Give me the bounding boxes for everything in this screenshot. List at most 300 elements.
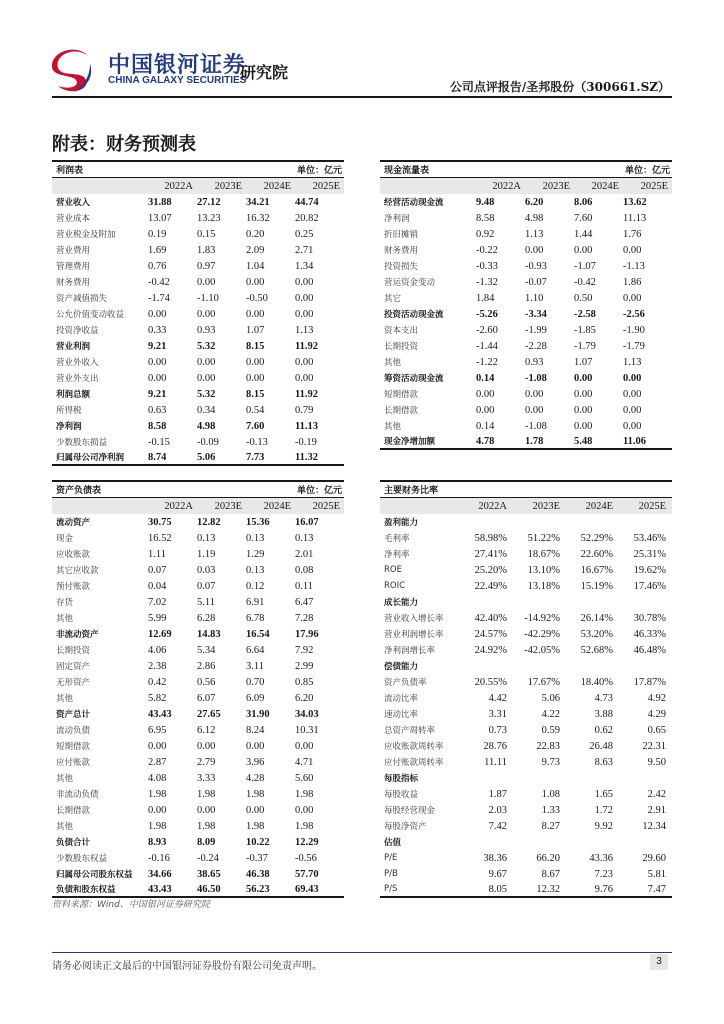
cell-value: -0.33: [476, 260, 498, 272]
cell-value: 0.65: [647, 724, 666, 736]
cell-value: -0.42: [574, 276, 596, 288]
row-label: 少数股东权益: [56, 854, 108, 864]
cell-value: 31.88: [148, 196, 172, 208]
year-label: 2023E: [214, 500, 242, 512]
cell-value: 11.13: [295, 420, 319, 432]
cell-value: 25.20%: [474, 564, 507, 576]
row-label: 流动资产: [56, 518, 91, 528]
cell-value: 52.29%: [580, 532, 613, 544]
table-row: [380, 226, 672, 242]
table-row: [52, 434, 344, 450]
row-label: 营业利润: [56, 342, 91, 352]
cell-value: 16.52: [148, 532, 172, 544]
cell-value: 0.00: [525, 244, 544, 256]
cell-value: 0.50: [574, 292, 593, 304]
cell-value: 0.00: [197, 740, 216, 752]
cell-value: 0.00: [525, 388, 544, 400]
cell-value: 2.03: [488, 804, 507, 816]
cell-value: 0.00: [574, 244, 593, 256]
cell-value: 0.00: [197, 804, 216, 816]
cell-value: 4.22: [541, 708, 560, 720]
cell-value: 18.67%: [527, 548, 560, 560]
cell-value: 9.92: [594, 820, 613, 832]
table-row: [52, 194, 344, 210]
table-row: [380, 290, 672, 306]
year-header-row: [52, 498, 344, 514]
cell-value: 12.69: [148, 628, 172, 640]
cell-value: 8.09: [197, 836, 216, 848]
cell-value: 2.86: [197, 660, 216, 672]
row-label: 其它应收款: [56, 566, 99, 576]
cell-value: 0.13: [197, 532, 216, 544]
footer-divider: [52, 952, 672, 953]
cell-value: 53.20%: [580, 628, 613, 640]
cell-value: 2.42: [647, 788, 666, 800]
table-row: [380, 594, 672, 610]
cell-value: 7.23: [594, 868, 613, 880]
cell-value: -1.85: [574, 324, 596, 336]
cell-value: 6.28: [197, 612, 216, 624]
cashflow-statement-table: [380, 160, 672, 450]
cell-value: 0.00: [295, 804, 314, 816]
cell-value: 4.28: [246, 772, 265, 784]
income-table-header: [52, 162, 344, 178]
row-label: 流动比率: [384, 694, 419, 704]
table-row: [52, 306, 344, 322]
cell-value: 0.25: [295, 228, 314, 240]
cell-value: 20.82: [295, 212, 319, 224]
table-row: [52, 274, 344, 290]
cell-value: 4.42: [488, 692, 507, 704]
cell-value: 1.72: [594, 804, 613, 816]
row-label: 总资产周转率: [384, 726, 436, 736]
cell-value: 4.06: [148, 644, 167, 656]
cell-value: 12.29: [295, 836, 319, 848]
cell-value: 5.60: [295, 772, 314, 784]
cell-value: 0.00: [525, 404, 544, 416]
table-row: [380, 258, 672, 274]
cell-value: 0.07: [148, 564, 167, 576]
cell-value: 7.47: [647, 883, 666, 895]
page-number: 3: [650, 954, 668, 970]
report-tag: 公司点评报告/圣邦股份（300661.SZ）: [449, 80, 670, 94]
cell-value: 18.40%: [580, 676, 613, 688]
row-label: 每股收益: [384, 790, 419, 800]
table-row: [380, 530, 672, 546]
cell-value: 27.41%: [474, 548, 507, 560]
cell-value: 0.03: [197, 564, 216, 576]
cell-value: 13.18%: [527, 580, 560, 592]
cell-value: 1.13: [295, 324, 314, 336]
cell-value: -1.10: [197, 292, 219, 304]
row-label: 其他: [56, 694, 74, 704]
cell-value: 58.98%: [474, 532, 507, 544]
table-row: [380, 786, 672, 802]
row-label: P/E: [384, 853, 398, 863]
row-label: 盈利能力: [384, 518, 419, 528]
cell-value: 1.07: [246, 324, 265, 336]
cell-value: 53.46%: [633, 532, 666, 544]
cell-value: -1.79: [623, 340, 645, 352]
cell-value: 9.21: [148, 340, 167, 352]
cell-value: 0.85: [295, 676, 314, 688]
row-label: 应付账款周转率: [384, 758, 444, 768]
cell-value: 12.82: [197, 516, 221, 528]
cell-value: 1.07: [574, 356, 593, 368]
cell-value: 0.00: [246, 804, 265, 816]
disclaimer: 请务必阅读正文最后的中国银河证券股份有限公司免责声明。: [52, 961, 322, 972]
cell-value: 11.32: [295, 451, 319, 463]
cell-value: 8.58: [476, 212, 495, 224]
cell-value: -0.19: [295, 436, 317, 448]
cell-value: 0.00: [623, 404, 642, 416]
cell-value: 0.07: [197, 580, 216, 592]
cell-value: -0.56: [295, 852, 317, 864]
cell-value: 56.23: [246, 883, 270, 895]
table-row: [380, 386, 672, 402]
cell-value: -1.99: [525, 324, 547, 336]
cell-value: 1.10: [525, 292, 544, 304]
cell-value: 8.24: [246, 724, 265, 736]
cell-value: 1.98: [197, 820, 216, 832]
row-label: 其他: [56, 822, 74, 832]
cell-value: 8.93: [148, 836, 167, 848]
cell-value: 7.92: [295, 644, 314, 656]
cell-value: 24.57%: [474, 628, 507, 640]
row-label: 非流动资产: [56, 630, 99, 640]
cell-value: 0.11: [295, 580, 313, 592]
row-label: 筹资活动现金流: [384, 374, 444, 384]
cell-value: 0.00: [623, 388, 642, 400]
table-row: [380, 322, 672, 338]
cell-value: 1.76: [623, 228, 642, 240]
cell-value: 1.13: [623, 356, 642, 368]
cell-value: 30.78%: [633, 612, 666, 624]
row-label: 长期投资: [384, 342, 419, 352]
cell-value: 5.48: [574, 435, 593, 447]
cell-value: 0.00: [623, 292, 642, 304]
year-label: 2025E: [638, 500, 666, 512]
table-row: [52, 642, 344, 658]
cell-value: 46.33%: [633, 628, 666, 640]
cell-value: -0.16: [148, 852, 170, 864]
table-row: [52, 802, 344, 818]
table-row: [52, 722, 344, 738]
cell-value: 7.73: [246, 451, 265, 463]
row-label: 其他: [384, 358, 402, 368]
row-label: 应付账款: [56, 758, 91, 768]
row-label: 非流动负债: [56, 790, 99, 800]
cell-value: 1.98: [148, 820, 167, 832]
table-row: [52, 322, 344, 338]
cell-value: 5.34: [197, 644, 216, 656]
cell-value: 0.14: [476, 420, 495, 432]
table-row: [380, 818, 672, 834]
cell-value: 0.00: [197, 308, 216, 320]
cell-value: 1.98: [295, 788, 314, 800]
cell-value: 0.73: [488, 724, 507, 736]
table-row: [380, 546, 672, 562]
cell-value: 10.31: [295, 724, 319, 736]
cell-value: 0.54: [246, 404, 265, 416]
table-row: [380, 834, 672, 850]
cell-value: 8.67: [541, 868, 560, 880]
year-label: 2022A: [478, 500, 507, 512]
cell-value: 6.12: [197, 724, 216, 736]
row-label: 长期借款: [384, 406, 419, 416]
table-row: [380, 674, 672, 690]
table-row: [380, 690, 672, 706]
cell-value: 15.19%: [580, 580, 613, 592]
cell-value: 1.84: [476, 292, 495, 304]
cell-value: 0.13: [295, 532, 314, 544]
table-row: [52, 226, 344, 242]
year-label: 2024E: [263, 180, 291, 192]
row-label: 短期借款: [384, 390, 419, 400]
cell-value: 34.66: [148, 868, 172, 880]
income-statement-table: [52, 160, 344, 466]
cell-value: 1.83: [197, 244, 216, 256]
cell-value: 15.36: [246, 516, 270, 528]
cell-value: -1.32: [476, 276, 498, 288]
row-label: 财务费用: [384, 246, 419, 256]
cell-value: 22.60%: [580, 548, 613, 560]
cell-value: 1.11: [148, 548, 166, 560]
cell-value: 0.00: [295, 356, 314, 368]
cell-value: 1.33: [541, 804, 560, 816]
cell-value: 43.43: [148, 883, 172, 895]
table-row: [380, 642, 672, 658]
row-label: 负债和股东权益: [56, 885, 116, 895]
cell-value: 46.48%: [633, 644, 666, 656]
cell-value: 31.90: [246, 708, 270, 720]
cell-value: 6.47: [295, 596, 314, 608]
row-label: 资产总计: [56, 710, 91, 720]
cell-value: 8.05: [488, 883, 507, 895]
row-label: 毛利率: [384, 534, 410, 544]
row-label: 速动比率: [384, 710, 419, 720]
cell-value: 6.78: [246, 612, 265, 624]
row-label: 营业费用: [56, 246, 91, 256]
cell-value: 8.27: [541, 820, 560, 832]
cell-value: 22.83: [536, 740, 560, 752]
cell-value: 0.00: [574, 420, 593, 432]
cashflow-rows: [380, 194, 672, 450]
cell-value: 9.67: [488, 868, 507, 880]
cell-value: 25.31%: [633, 548, 666, 560]
cell-value: 17.96: [295, 628, 319, 640]
ratios-table-title: 主要财务比率: [384, 486, 439, 496]
cell-value: -0.24: [197, 852, 219, 864]
cell-value: 0.00: [246, 276, 265, 288]
row-label: 固定资产: [56, 662, 91, 672]
cell-value: 0.00: [246, 372, 265, 384]
cell-value: 0.76: [148, 260, 167, 272]
cell-value: 0.20: [246, 228, 265, 240]
cell-value: 10.22: [246, 836, 270, 848]
cell-value: 7.42: [488, 820, 507, 832]
cell-value: 0.00: [295, 372, 314, 384]
table-row: [52, 754, 344, 770]
ratios-rows: [380, 514, 672, 898]
row-label: 净利润: [384, 214, 410, 224]
row-label: 管理费用: [56, 262, 91, 272]
table-row: [52, 514, 344, 530]
cell-value: 8.58: [148, 420, 167, 432]
row-label: 每股指标: [384, 774, 419, 784]
cell-value: 4.29: [647, 708, 666, 720]
cell-value: 9.50: [647, 756, 666, 768]
table-row: [380, 194, 672, 210]
cell-value: 8.63: [594, 756, 613, 768]
table-row: [52, 386, 344, 402]
cell-value: 42.40%: [474, 612, 507, 624]
cell-value: 11.11: [484, 756, 507, 768]
cell-value: 1.98: [148, 788, 167, 800]
balance-table-unit: 单位：亿元: [296, 486, 342, 496]
cell-value: 1.78: [525, 435, 544, 447]
cell-value: 0.62: [594, 724, 613, 736]
cell-value: 1.98: [246, 820, 265, 832]
table-row: [52, 546, 344, 562]
row-label: 所得税: [56, 406, 82, 416]
cell-value: 5.32: [197, 388, 216, 400]
cell-value: 3.96: [246, 756, 265, 768]
year-label: 2024E: [263, 500, 291, 512]
year-header-row: [380, 178, 672, 194]
cell-value: -0.37: [246, 852, 268, 864]
cell-value: 11.06: [623, 435, 647, 447]
income-table-title: 利润表: [56, 166, 84, 176]
cell-value: 0.00: [197, 372, 216, 384]
row-label: 负债合计: [56, 838, 91, 848]
cell-value: -0.22: [476, 244, 498, 256]
year-label: 2023E: [532, 500, 560, 512]
cell-value: 0.00: [623, 372, 642, 384]
cell-value: -5.26: [476, 308, 498, 320]
cell-value: 9.73: [541, 756, 560, 768]
table-row: [52, 818, 344, 834]
row-label: 营业外支出: [56, 374, 99, 384]
cell-value: 11.13: [623, 212, 647, 224]
cell-value: 5.82: [148, 692, 167, 704]
income-table-unit: 单位：亿元: [296, 166, 342, 176]
cell-value: 0.13: [246, 564, 265, 576]
cell-value: 4.98: [525, 212, 544, 224]
cell-value: 0.12: [246, 580, 265, 592]
table-row: [380, 418, 672, 434]
cell-value: -1.08: [525, 420, 547, 432]
row-label: 应收账款: [56, 550, 91, 560]
row-label: 现金净增加额: [384, 437, 436, 447]
cell-value: 0.00: [246, 308, 265, 320]
brand-name-en: CHINA GALAXY SECURITIES: [108, 75, 247, 86]
cell-value: 3.31: [488, 708, 507, 720]
cell-value: 13.23: [197, 212, 221, 224]
cell-value: 46.38: [246, 868, 270, 880]
cell-value: 26.14%: [580, 612, 613, 624]
cell-value: 13.10%: [527, 564, 560, 576]
cell-value: 6.09: [246, 692, 265, 704]
cell-value: 0.00: [197, 276, 216, 288]
brand-name-cn: 中国银河证券: [108, 53, 247, 78]
cell-value: 7.60: [574, 212, 593, 224]
table-row: [380, 866, 672, 882]
financial-ratios-table: [380, 480, 672, 898]
cell-value: 1.29: [246, 548, 265, 560]
balance-table-header: [52, 482, 344, 498]
table-row: [52, 882, 344, 898]
row-label: 预付账款: [56, 582, 91, 592]
cell-value: 2.38: [148, 660, 167, 672]
table-row: [52, 866, 344, 882]
row-label: 经营活动现金流: [384, 198, 444, 208]
row-label: 归属母公司股东权益: [56, 870, 133, 880]
table-row: [380, 402, 672, 418]
table-row: [380, 722, 672, 738]
row-label: 其他: [56, 614, 74, 624]
cell-value: 2.09: [246, 244, 265, 256]
year-label: 2022A: [164, 180, 193, 192]
cell-value: -0.13: [246, 436, 268, 448]
cell-value: 0.00: [295, 308, 314, 320]
table-row: [52, 450, 344, 466]
balance-rows: [52, 514, 344, 898]
cell-value: 1.19: [197, 548, 216, 560]
cell-value: 17.87%: [633, 676, 666, 688]
row-label: 利润总额: [56, 390, 91, 400]
row-label: 每股经营现金: [384, 806, 436, 816]
header-divider: [52, 96, 672, 98]
cell-value: 1.13: [525, 228, 544, 240]
cell-value: 26.48: [589, 740, 613, 752]
row-label: ROE: [384, 565, 402, 575]
table-row: [52, 354, 344, 370]
table-row: [380, 770, 672, 786]
cell-value: 44.74: [295, 196, 319, 208]
cell-value: 3.33: [197, 772, 216, 784]
row-label: 其他: [56, 774, 74, 784]
row-label: 投资损失: [384, 262, 419, 272]
table-row: [380, 514, 672, 530]
row-label: 每股净资产: [384, 822, 427, 832]
cell-value: 6.07: [197, 692, 216, 704]
table-row: [52, 674, 344, 690]
table-row: [380, 738, 672, 754]
row-label: 资本支出: [384, 326, 419, 336]
cell-value: 0.70: [246, 676, 265, 688]
row-label: 长期借款: [56, 806, 91, 816]
row-label: 营运资金变动: [384, 278, 436, 288]
table-row: [380, 706, 672, 722]
row-label: 资产减值损失: [56, 294, 108, 304]
row-label: 偿债能力: [384, 662, 419, 672]
row-label: 资产负债率: [384, 678, 427, 688]
cell-value: 0.00: [295, 292, 314, 304]
cell-value: 0.97: [197, 260, 216, 272]
row-label: 营业税金及附加: [56, 230, 116, 240]
table-row: [52, 738, 344, 754]
cell-value: 0.00: [574, 372, 593, 384]
table-row: [380, 610, 672, 626]
table-row: [52, 850, 344, 866]
cell-value: 13.07: [148, 212, 172, 224]
cell-value: 2.87: [148, 756, 167, 768]
cell-value: 0.33: [148, 324, 167, 336]
cell-value: -0.93: [525, 260, 547, 272]
galaxy-logo-icon: [48, 44, 100, 96]
cell-value: 1.65: [594, 788, 613, 800]
